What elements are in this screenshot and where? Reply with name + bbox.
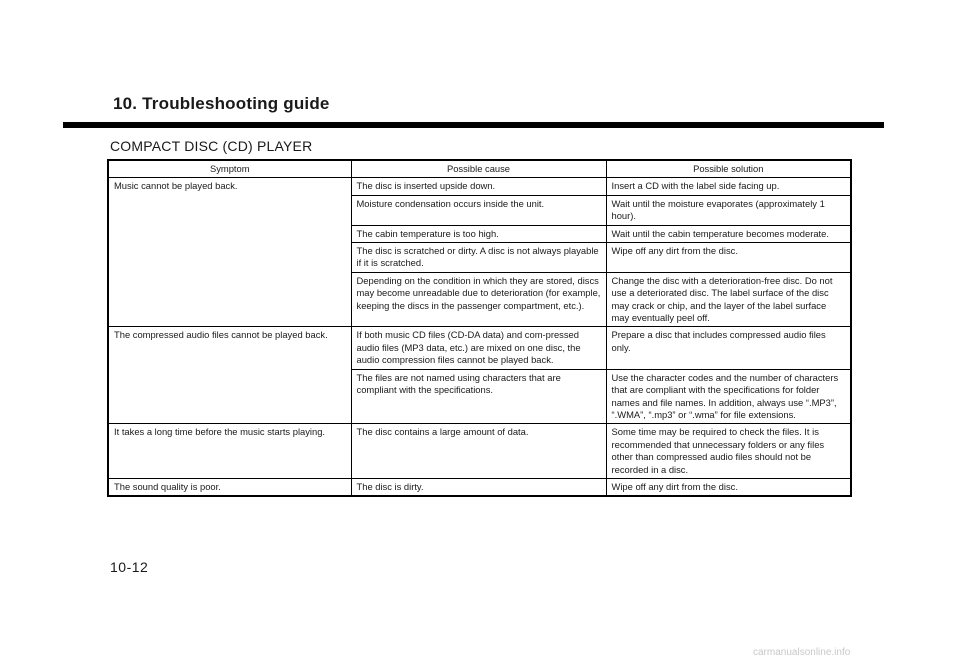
watermark-text: carmanualsonline.info [753, 647, 851, 658]
solution-cell: Prepare a disc that includes compressed audio files only. [606, 327, 851, 369]
cause-cell: If both music CD files (CD-DA data) and com-pressed audio files (MP3 data, etc.) are mixed on one disc, the audio compression files cannot be played back. [351, 327, 606, 369]
symptom-cell [108, 243, 351, 273]
cause-cell: Depending on the condition in which they are stored, discs may become unreadable due to deterioration (for example, keeping the discs in the passenger compartment, etc.). [351, 272, 606, 327]
symptom-cell [108, 225, 351, 242]
cause-cell: The disc is dirty. [351, 478, 606, 496]
table-row [108, 178, 851, 195]
symptom-cell [108, 272, 351, 327]
table-header-row [108, 160, 851, 178]
solution-cell: Change the disc with a deterioration-free disc. Do not use a deteriorated disc. The label surface of the disc may crack or chip, and the layer of the label surface may eventually peel off. [606, 272, 851, 327]
cause-cell: The disc is scratched or dirty. A disc is not always playable if it is scratched. [351, 243, 606, 273]
symptom-cell: The compressed audio files cannot be played back. [108, 327, 351, 369]
table-row [108, 369, 851, 424]
symptom-cell: The sound quality is poor. [108, 478, 351, 496]
solution-cell: Wipe off any dirt from the disc. [606, 478, 851, 496]
table-row [108, 424, 851, 479]
solution-cell: Wait until the cabin temperature becomes moderate. [606, 225, 851, 242]
header-symptom: Symptom [108, 160, 351, 178]
header-possible-solution: Possible solution [606, 160, 851, 178]
symptom-cell: It takes a long time before the music starts playing. [108, 424, 351, 479]
table-row [108, 478, 851, 496]
chapter-title: 10. Troubleshooting guide [113, 94, 330, 113]
symptom-cell: Music cannot be played back. [108, 178, 351, 195]
header-possible-cause: Possible cause [351, 160, 606, 178]
cause-cell: The files are not named using characters that are compliant with the specifications. [351, 369, 606, 424]
chapter-divider [63, 122, 884, 128]
cause-cell: The cabin temperature is too high. [351, 225, 606, 242]
symptom-cell [108, 195, 351, 225]
solution-cell: Wipe off any dirt from the disc. [606, 243, 851, 273]
table-row [108, 195, 851, 225]
solution-cell: Insert a CD with the label side facing up. [606, 178, 851, 195]
solution-cell: Some time may be required to check the files. It is recommended that unnecessary folders or any files other than compressed audio files should not be recorded in a disc. [606, 424, 851, 479]
cause-cell: The disc is inserted upside down. [351, 178, 606, 195]
cause-cell: The disc contains a large amount of data. [351, 424, 606, 479]
cause-cell: Moisture condensation occurs inside the unit. [351, 195, 606, 225]
solution-cell: Use the character codes and the number of characters that are compliant with the specifications for folder names and file names. In addition, always use “.MP3”, “.WMA”, “.mp3” or “.wma” for file extensions. [606, 369, 851, 424]
table-row [108, 327, 851, 369]
section-title: COMPACT DISC (CD) PLAYER [110, 138, 313, 154]
page-number: 10-12 [110, 559, 149, 575]
table-row [108, 272, 851, 327]
table-row [108, 243, 851, 273]
troubleshooting-table [107, 159, 850, 497]
table-row [108, 225, 851, 242]
symptom-cell [108, 369, 351, 424]
solution-cell: Wait until the moisture evaporates (approximately 1 hour). [606, 195, 851, 225]
